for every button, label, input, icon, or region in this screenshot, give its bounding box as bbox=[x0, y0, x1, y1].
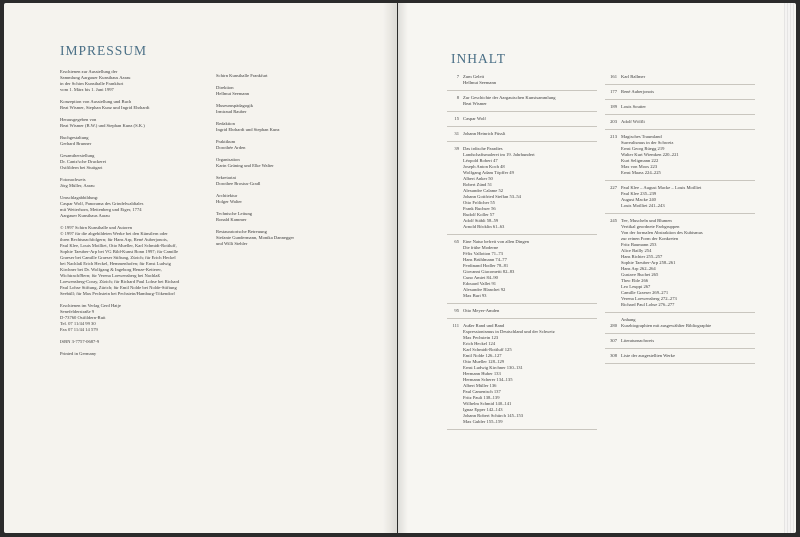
toc-subline: Johann Gottfried Steffan 53–54 bbox=[463, 194, 521, 199]
toc-title: Louis Soutter bbox=[621, 104, 646, 109]
impressum-line: Stefanie Gundermann, Monika Dannegger bbox=[216, 235, 295, 240]
toc-subline: Richard Paul Lohse 276–277 bbox=[621, 302, 675, 307]
toc-entry bbox=[447, 74, 597, 91]
toc-entry bbox=[447, 239, 597, 304]
toc-subline: Edouard Vallet 91 bbox=[463, 281, 497, 286]
impressum-block bbox=[60, 135, 220, 147]
impressum-line: Schirn Kunsthalle Frankfurt bbox=[216, 73, 268, 78]
toc-page-number: 308 bbox=[610, 353, 617, 358]
impressum-line: Paul Lohse Stiftung, Zürich; für Emil Nolde bei Nolde-Stiftung bbox=[60, 285, 177, 290]
inhalt-heading: INHALT bbox=[451, 51, 506, 66]
toc-entry bbox=[447, 323, 597, 430]
toc-subline: Die frühe Moderne bbox=[463, 245, 499, 250]
impressum-line: Aargauer Kunsthaus Aarau bbox=[60, 213, 110, 218]
toc-page-number: 8 bbox=[456, 95, 459, 100]
toc-page-number: 65 bbox=[454, 239, 459, 244]
toc-page-number: 227 bbox=[610, 185, 617, 190]
toc-entry bbox=[447, 131, 597, 142]
toc-subline: Gustave Buchet 265 bbox=[621, 272, 659, 277]
toc-subline: Ignaz Epper 142–143 bbox=[463, 407, 503, 412]
toc-subline: Albert Müller 136 bbox=[463, 383, 497, 388]
toc-subline: Max Buri 93 bbox=[463, 293, 487, 298]
toc-entry bbox=[447, 95, 597, 112]
toc-subline: Paul Camenisch 137 bbox=[463, 389, 501, 394]
toc-entry bbox=[605, 317, 755, 334]
impressum-block bbox=[216, 193, 346, 205]
toc-subline: Hellmut Seemann bbox=[463, 80, 497, 85]
toc-subline: Emil Nolde 126–127 bbox=[463, 353, 502, 358]
toc-subline: zur reinen Form der Konkreten bbox=[621, 236, 679, 241]
toc-entry bbox=[447, 146, 597, 235]
impressum-line: Hellmut Seemann bbox=[216, 91, 250, 96]
toc-subline: Ernst Maass 224–225 bbox=[621, 170, 661, 175]
toc-title: Johann Heinrich Füssli bbox=[463, 131, 506, 136]
impressum-line: © 1997 Schirn Kunsthalle und Autoren bbox=[60, 225, 133, 230]
impressum-column-1 bbox=[60, 69, 220, 363]
impressum-block bbox=[60, 303, 220, 333]
toc-entry bbox=[605, 119, 755, 130]
toc-subline: Hans Richter 255–257 bbox=[621, 254, 663, 259]
toc-page-number: 213 bbox=[610, 134, 617, 139]
impressum-line: ISBN 3-7757-0687-9 bbox=[60, 339, 100, 344]
impressum-block bbox=[216, 157, 346, 169]
impressum-line: Technische Leitung bbox=[216, 211, 253, 216]
impressum-line: Printed in Germany bbox=[60, 351, 97, 356]
toc-subline: Ernst Georg Rüegg 219 bbox=[621, 146, 665, 151]
impressum-line: Ostfildern bei Stuttgart bbox=[60, 165, 103, 170]
toc-title: Liste der ausgestellten Werke bbox=[621, 353, 676, 358]
toc-entry bbox=[605, 185, 755, 214]
impressum-line: Umschlagabbildung: bbox=[60, 195, 99, 200]
impressum-block bbox=[60, 153, 220, 171]
impressum-line: Dr. Cantz'sche Druckerei bbox=[60, 159, 107, 164]
toc-subline: Max Pechstein 123 bbox=[463, 335, 499, 340]
toc-subline: Von der formalen Abstraktion des Kubismus bbox=[621, 230, 703, 235]
toc-subline: Albert Anker 50 bbox=[463, 176, 493, 181]
toc-page-number: 15 bbox=[454, 116, 459, 121]
impressum-line: Karin Grüning und Elke Walter bbox=[216, 163, 274, 168]
impressum-line: in der Schirn Kunsthalle Frankfurt bbox=[60, 81, 124, 86]
impressum-line: Gesamtherstellung bbox=[60, 153, 95, 158]
impressum-line: Fax 07 11/44 14 579 bbox=[60, 327, 98, 332]
toc-column-left bbox=[447, 74, 597, 434]
toc-subline: Erich Heckel 124 bbox=[463, 341, 496, 346]
impressum-block bbox=[60, 117, 220, 129]
impressum-line: © 1997 für die abgebildeten Werke bei den Künstlern oder bbox=[60, 231, 168, 236]
impressum-block bbox=[216, 211, 346, 223]
impressum-block bbox=[60, 69, 220, 93]
toc-section-head: Anhang bbox=[621, 317, 636, 322]
toc-page-number: 177 bbox=[610, 89, 617, 94]
impressum-line: Restauratorische Betreuung bbox=[216, 229, 267, 234]
toc-title: Paul Klee – August Macke – Louis Moilliet bbox=[621, 185, 702, 190]
impressum-line: Herausgegeben von bbox=[60, 117, 97, 122]
impressum-line: Tel. 07 11/44 99 30 bbox=[60, 321, 96, 326]
toc-subline: Paul Klee 235–239 bbox=[621, 191, 657, 196]
toc-subline: Walter Kurt Wiemken 220–221 bbox=[621, 152, 679, 157]
impressum-block bbox=[216, 85, 346, 97]
impressum-line: Fotonachweis bbox=[60, 177, 86, 182]
toc-subline: Hans Arp 262–264 bbox=[621, 266, 656, 271]
toc-title: Das irdische Paradies bbox=[463, 146, 503, 151]
toc-subline: Leo Leuppi 267 bbox=[621, 284, 651, 289]
gutter-shadow bbox=[383, 3, 397, 533]
impressum-line: mit Wetterhorn, Mettenberg und Eiger, 1774 bbox=[60, 207, 142, 212]
impressum-block bbox=[216, 229, 346, 247]
toc-title: Otto Meyer-Amden bbox=[463, 308, 500, 313]
toc-title: Magisches Traumland bbox=[621, 134, 662, 139]
toc-subline: Alexandre Calame 52 bbox=[463, 188, 504, 193]
impressum-line: Seebüll; für Max Pechstein bei Pechstein/Hamburg-Tökendorf bbox=[60, 291, 175, 296]
toc-subline: Otto Frölicher 55 bbox=[463, 200, 495, 205]
toc-entry bbox=[605, 353, 755, 364]
toc-subline: Vertikal geordnete Farbgruppen bbox=[621, 224, 680, 229]
toc-entry bbox=[447, 308, 597, 319]
toc-page-number: 7 bbox=[456, 74, 459, 79]
toc-subline: Arnold Böcklin 61–63 bbox=[463, 224, 505, 229]
toc-subline: Otto Mueller 128–129 bbox=[463, 359, 505, 364]
impressum-line: Holger Walter bbox=[216, 199, 242, 204]
impressum-block bbox=[60, 225, 220, 297]
toc-entry bbox=[605, 104, 755, 115]
impressum-line: Graeser bei Camille Graeser Stiftung, Zürich; für Erich Heckel bbox=[60, 255, 176, 260]
toc-subline: Robert Zünd 51 bbox=[463, 182, 493, 187]
impressum-line: Irmtraud Rauber bbox=[216, 109, 247, 114]
toc-title: Zur Geschichte der Aargauischen Kunstsammlung bbox=[463, 95, 556, 100]
toc-subline: Rudolf Koller 57 bbox=[463, 212, 495, 217]
right-page-inhalt bbox=[398, 3, 796, 533]
impressum-line: Praktikum bbox=[216, 139, 236, 144]
toc-subline: Verena Loewensberg 272–273 bbox=[621, 296, 677, 301]
toc-subline: Giovanni Giacometti 82–83 bbox=[463, 269, 515, 274]
impressum-line: Wichtrach/Bern; für Verena Loewensberg bei Nachlaß bbox=[60, 273, 160, 278]
toc-title: Literaturnachweis bbox=[621, 338, 655, 343]
impressum-line: Jörg Müller, Aarau bbox=[60, 183, 95, 188]
toc-subline: Beat Wismer bbox=[463, 101, 487, 106]
gutter-shadow bbox=[398, 3, 408, 533]
toc-title: Zum Geleit bbox=[463, 74, 485, 79]
toc-title: Außer Rand und Band bbox=[463, 323, 505, 328]
toc-title: Kurzbiographien mit ausgewählter Bibliographie bbox=[621, 323, 712, 328]
impressum-line: Ronald Kammer bbox=[216, 217, 247, 222]
impressum-block bbox=[216, 73, 346, 79]
toc-title: Eine Natur befreit von allen Dingen bbox=[463, 239, 529, 244]
toc-entry bbox=[605, 338, 755, 349]
toc-subline: August Macke 240 bbox=[621, 197, 656, 202]
toc-page-number: 39 bbox=[454, 146, 459, 151]
impressum-line: Beat Wismer (B.W.) und Stephan Kunz (S.K.) bbox=[60, 123, 145, 128]
toc-entry bbox=[447, 116, 597, 127]
impressum-heading: IMPRESSUM bbox=[60, 43, 148, 58]
impressum-line: Caspar Wolf, Panorama des Grindelwaldtales bbox=[60, 201, 144, 206]
impressum-line: Gerhard Brunner bbox=[60, 141, 92, 146]
impressum-line: Sammlung Aargauer Kunsthaus Aarau bbox=[60, 75, 131, 80]
toc-subline: Landschaftsmalerei im 19. Jahrhundert bbox=[463, 152, 535, 157]
toc-subline: Louis Moilliet 241–243 bbox=[621, 203, 665, 208]
impressum-line: Erschienen im Verlag Gerd Hatje bbox=[60, 303, 121, 308]
impressum-line: D-73760 Ostfildern-Ruit bbox=[60, 315, 106, 320]
impressum-block bbox=[216, 175, 346, 187]
toc-page-number: 161 bbox=[610, 74, 617, 79]
impressum-line: vom 1. März bis 1. Juni 1997 bbox=[60, 87, 114, 92]
impressum-line: Konzeption von Ausstellung und Buch bbox=[60, 99, 132, 104]
impressum-block bbox=[216, 103, 346, 115]
toc-entry bbox=[605, 74, 755, 85]
toc-subline: Camille Graeser 269–271 bbox=[621, 290, 669, 295]
impressum-line: und Willi Stehler bbox=[216, 241, 248, 246]
impressum-line: Direktion bbox=[216, 85, 234, 90]
impressum-line: Buchgestaltung bbox=[60, 135, 89, 140]
toc-page-number: 203 bbox=[610, 119, 617, 124]
toc-entry bbox=[605, 134, 755, 181]
impressum-line: Ingrid Ehrhardt und Stephan Kunz bbox=[216, 127, 280, 132]
toc-page-number: 307 bbox=[610, 338, 617, 343]
toc-subline: Adolf Stäbli 58–59 bbox=[463, 218, 499, 223]
impressum-column-2 bbox=[216, 73, 346, 253]
impressum-block bbox=[60, 351, 220, 357]
toc-subline: Wilhelm Schmid 140–141 bbox=[463, 401, 512, 406]
toc-subline: Félix Vallotton 71–73 bbox=[463, 251, 503, 256]
impressum-line: Paul Klee, Louis Moilliet, Otto Mueller, Karl Schmidt-Rottluff, bbox=[60, 243, 177, 248]
impressum-line: Dorothee Brosius-Gradl bbox=[216, 181, 261, 186]
toc-subline: Alice Bailly 254 bbox=[621, 248, 652, 253]
toc-column-right bbox=[605, 74, 755, 368]
toc-subline: Joseph Anton Koch 48 bbox=[463, 164, 505, 169]
toc-page-number: 280 bbox=[610, 323, 617, 328]
impressum-block bbox=[60, 99, 220, 111]
toc-subline: Max von Moos 223 bbox=[621, 164, 658, 169]
toc-subline: Léopold Robert 47 bbox=[463, 158, 498, 163]
toc-page-number: 111 bbox=[452, 323, 459, 328]
impressum-line: bei Nachlaß Erich Heckel, Hemmenhofen; für Ernst Ludwig bbox=[60, 261, 171, 266]
impressum-line: Loewensberg-Coray, Zürich; für Richard Paul Lohse bei Richard bbox=[60, 279, 180, 284]
impressum-line: ihren Rechtsnachfolgern; für Hans Arp, René Auberjonois, bbox=[60, 237, 168, 242]
toc-page-number: 95 bbox=[454, 308, 459, 313]
toc-title: Karl Ballmer bbox=[621, 74, 646, 79]
toc-subline: Ferdinand Hodler 78–81 bbox=[463, 263, 509, 268]
toc-entry bbox=[605, 218, 755, 313]
toc-subline: Surrealismus in der Schweiz bbox=[621, 140, 674, 145]
toc-subline: Theo Eble 266 bbox=[621, 278, 649, 283]
toc-page-number: 245 bbox=[610, 218, 617, 223]
toc-title: Caspar Wolf bbox=[463, 116, 486, 121]
impressum-block bbox=[216, 121, 346, 133]
toc-subline: Ernst Ludwig Kirchner 130–131 bbox=[463, 365, 523, 370]
toc-title: Adolf Wölfli bbox=[621, 119, 645, 124]
toc-subline: Max Gubler 155–159 bbox=[463, 419, 503, 424]
toc-title: René Auberjonois bbox=[621, 89, 655, 94]
impressum-line: Dorothée Arden bbox=[216, 145, 246, 150]
toc-subline: Expressionismus in Deutschland und der Schweiz bbox=[463, 329, 555, 334]
impressum-block bbox=[216, 139, 346, 151]
toc-subline: Frank Buchser 56 bbox=[463, 206, 496, 211]
impressum-line: Sekretariat bbox=[216, 175, 236, 180]
toc-entry bbox=[605, 89, 755, 100]
toc-subline: Kurt Seligmann 222 bbox=[621, 158, 659, 163]
impressum-line: Erschienen zur Ausstellung der bbox=[60, 69, 118, 74]
impressum-line: Sophie Taeuber-Arp bei VG Bild-Kunst Bonn 1997; für Camille bbox=[60, 249, 179, 254]
toc-subline: Hans Brühlmann 74–77 bbox=[463, 257, 507, 262]
left-page-impressum bbox=[4, 3, 397, 533]
impressum-block bbox=[60, 177, 220, 189]
impressum-line: Architektur bbox=[216, 193, 238, 198]
toc-page-number: 189 bbox=[610, 104, 617, 109]
toc-subline: Johann Robert Schürch 145–153 bbox=[463, 413, 524, 418]
toc-subline: Fritz Pauli 138–139 bbox=[463, 395, 500, 400]
impressum-line: Kirchner bei Dr. Wolfgang & Ingeborg Henze-Ketterer, bbox=[60, 267, 162, 272]
impressum-line: Senefelderstraße 9 bbox=[60, 309, 95, 314]
toc-subline: Wolfgang Adam Töpffer 49 bbox=[463, 170, 514, 175]
toc-subline: Hermann Huber 133 bbox=[463, 371, 501, 376]
toc-subline: Sophie Taeuber-Arp 258–261 bbox=[621, 260, 676, 265]
toc-subline: Alexandre Blanchet 92 bbox=[463, 287, 506, 292]
impressum-line: Organisation bbox=[216, 157, 240, 162]
toc-subline: Cuno Amiet 84–90 bbox=[463, 275, 498, 280]
toc-subline: Fritz Baumann 253 bbox=[621, 242, 657, 247]
toc-page-number: 31 bbox=[454, 131, 459, 136]
impressum-block bbox=[60, 339, 220, 345]
impressum-line: Museumspädagogik bbox=[216, 103, 254, 108]
toc-title: Tee, Muscheln und Blumen bbox=[621, 218, 672, 223]
impressum-block bbox=[60, 195, 220, 219]
toc-subline: Karl Schmidt-Rottluff 125 bbox=[463, 347, 512, 352]
impressum-line: Redaktion bbox=[216, 121, 235, 126]
page-edge bbox=[784, 3, 794, 533]
impressum-line: Beat Wismer, Stephan Kunz und Ingrid Ehrhardt bbox=[60, 105, 150, 110]
toc-subline: Hermann Scherer 134–135 bbox=[463, 377, 513, 382]
